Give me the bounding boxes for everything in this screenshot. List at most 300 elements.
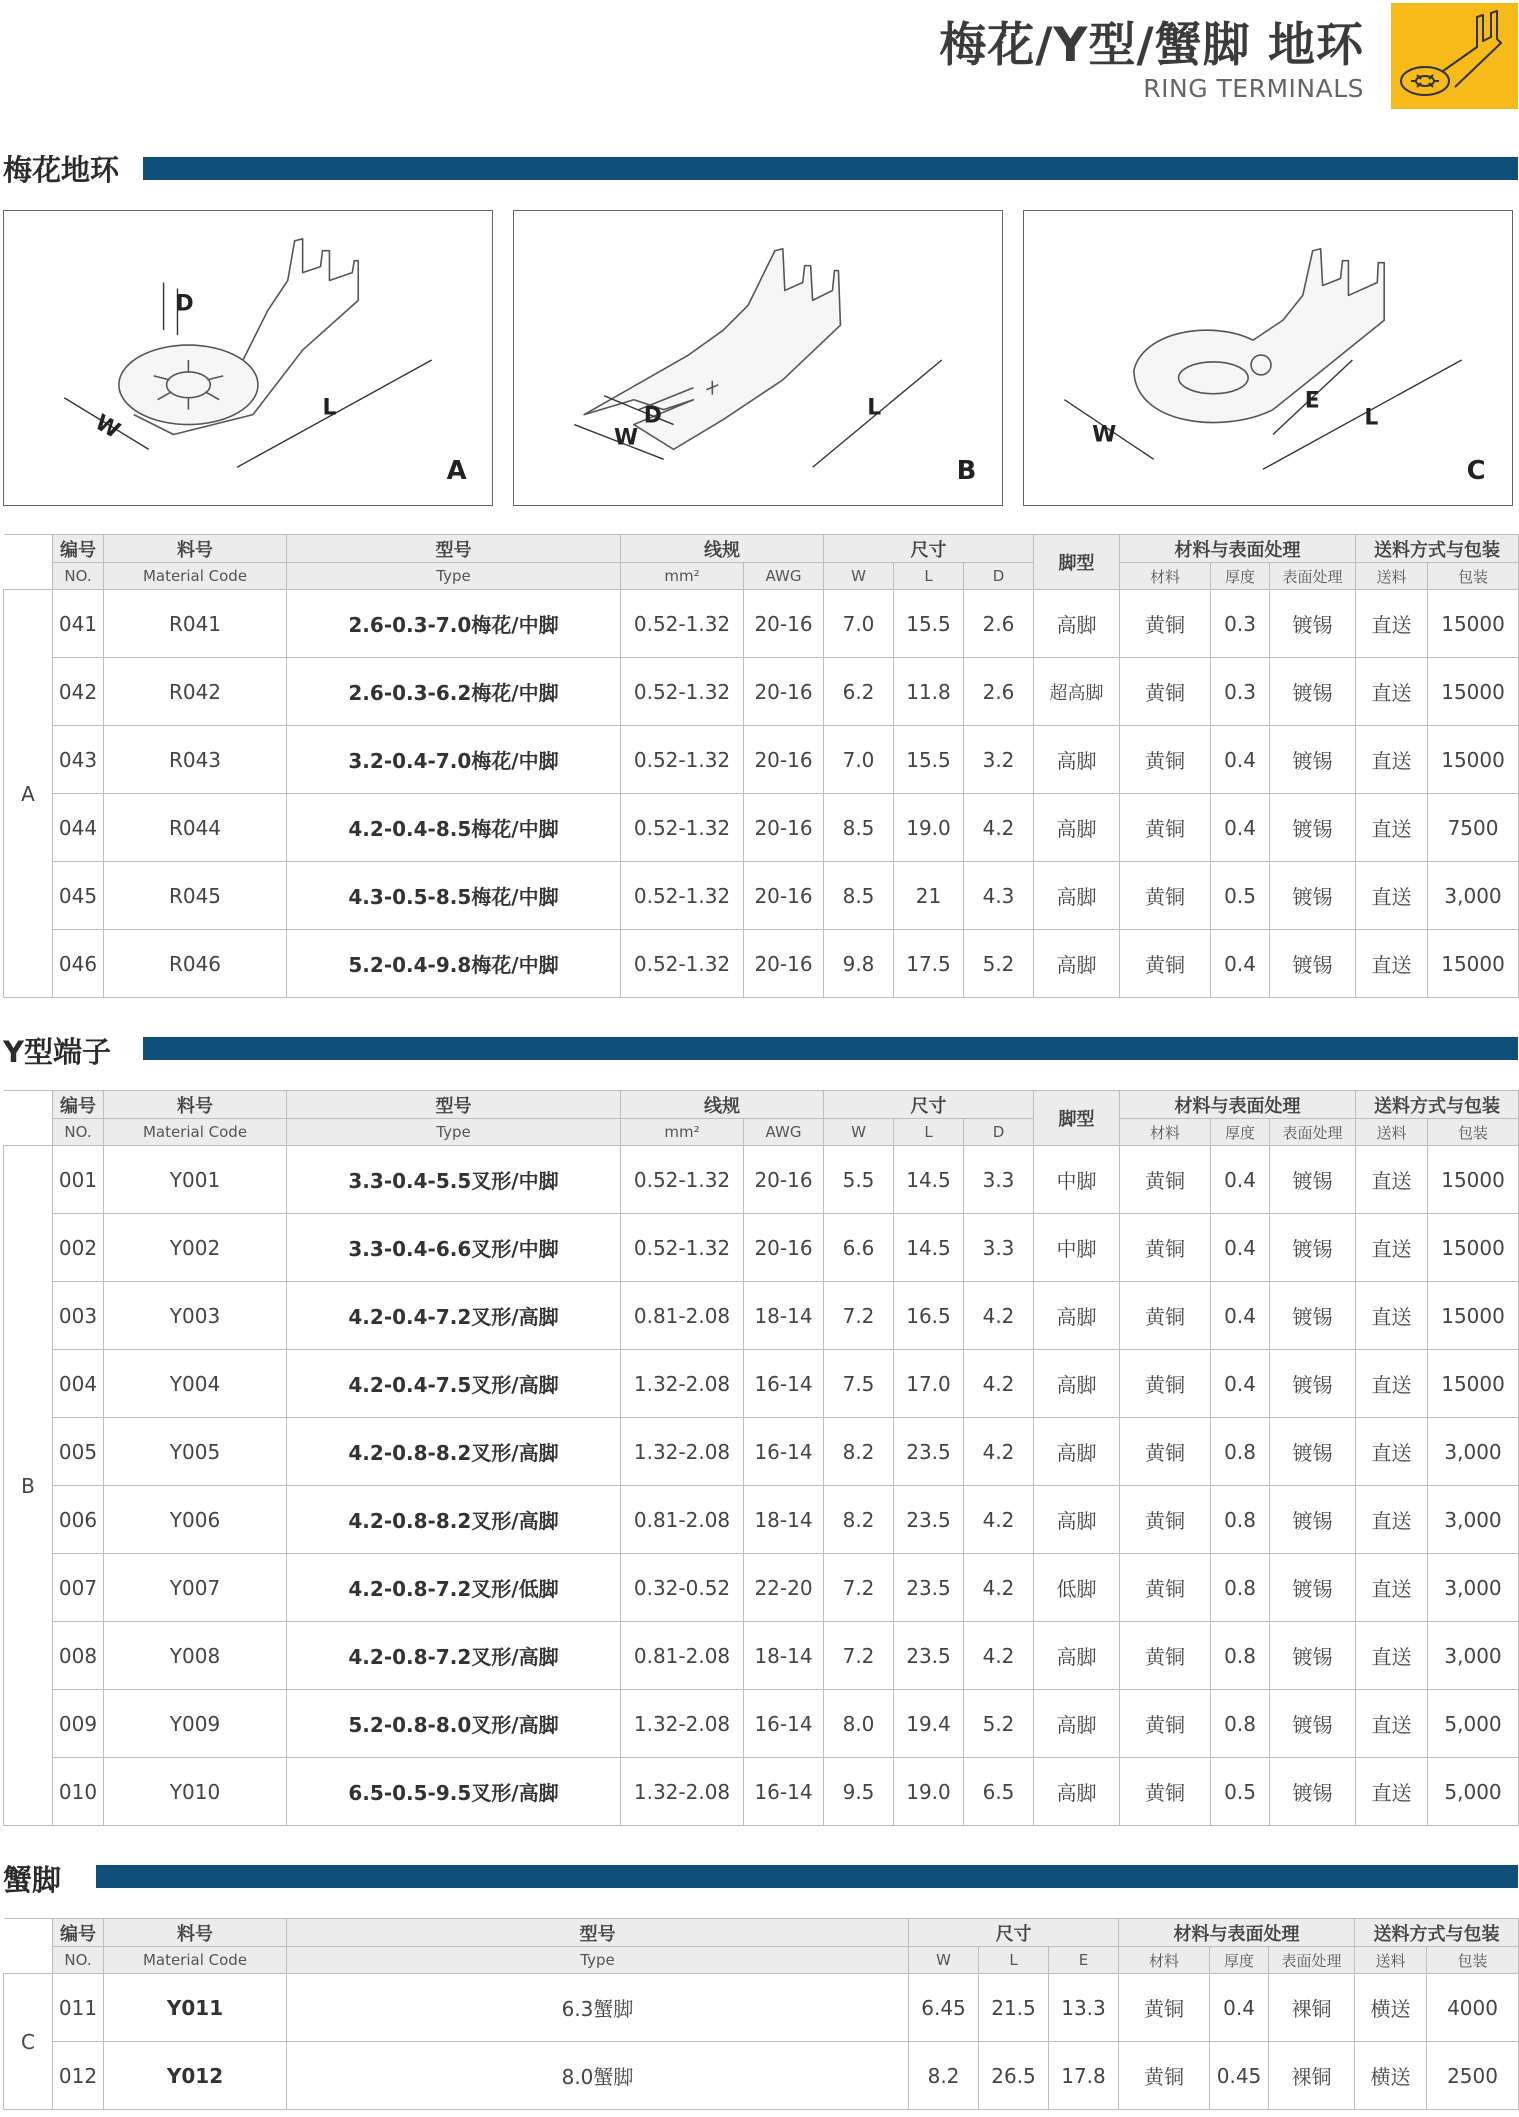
table-cell: 001 bbox=[53, 1146, 104, 1214]
table-cell: 20-16 bbox=[744, 658, 824, 726]
table-cell: 11.8 bbox=[894, 658, 964, 726]
table-cell: 5,000 bbox=[1428, 1758, 1519, 1826]
table-cell: 2.6 bbox=[964, 658, 1034, 726]
col-size: 尺寸 bbox=[824, 1091, 1034, 1119]
table-cell: 4.2 bbox=[964, 1418, 1034, 1486]
col-material: 材料与表面处理 bbox=[1120, 1091, 1356, 1119]
col-material: 材料与表面处理 bbox=[1119, 1919, 1355, 1947]
page-subtitle: RING TERMINALS bbox=[1143, 74, 1364, 103]
table-cell: 044 bbox=[53, 794, 104, 862]
table-cell: 高脚 bbox=[1034, 1690, 1120, 1758]
table-cell: 20-16 bbox=[744, 1146, 824, 1214]
col-code: 料号 bbox=[104, 1919, 287, 1947]
table-cell: 3.3-0.4-5.5叉形/中脚 bbox=[287, 1146, 621, 1214]
table-cell: 3,000 bbox=[1428, 1622, 1519, 1690]
table-cell: 045 bbox=[53, 862, 104, 930]
table-cell: 黄铜 bbox=[1120, 1486, 1211, 1554]
table-cell: 直送 bbox=[1356, 930, 1428, 998]
table-cell: 3,000 bbox=[1428, 1418, 1519, 1486]
table-cell: 直送 bbox=[1356, 1146, 1428, 1214]
table-cell: 0.52-1.32 bbox=[621, 590, 744, 658]
diagram-panel-b bbox=[513, 210, 1003, 506]
table-cell: 直送 bbox=[1356, 1418, 1428, 1486]
col-foot: 脚型 bbox=[1034, 1091, 1120, 1146]
col-wire: 线规 bbox=[621, 1091, 824, 1119]
table-cell: Y011 bbox=[104, 1974, 287, 2042]
table-cell: 16-14 bbox=[744, 1690, 824, 1758]
table-cell: 镀锡 bbox=[1270, 930, 1356, 998]
table-cell: 8.2 bbox=[824, 1486, 894, 1554]
table-cell: 003 bbox=[53, 1282, 104, 1350]
table-cell: 横送 bbox=[1355, 2042, 1427, 2110]
table-cell: 15000 bbox=[1428, 930, 1519, 998]
table-cell: 镀锡 bbox=[1270, 726, 1356, 794]
table-cell: 23.5 bbox=[894, 1622, 964, 1690]
table-cell: 裸铜 bbox=[1269, 2042, 1355, 2110]
table-cell: 黄铜 bbox=[1120, 1758, 1211, 1826]
table-cell: 0.8 bbox=[1211, 1554, 1270, 1622]
table-row bbox=[4, 1350, 1519, 1418]
table-cell: 黄铜 bbox=[1120, 590, 1211, 658]
table-cell: 高脚 bbox=[1034, 1622, 1120, 1690]
table-cell: 直送 bbox=[1356, 658, 1428, 726]
table-cell: 007 bbox=[53, 1554, 104, 1622]
dim-label-w: W bbox=[613, 425, 639, 451]
table-cell: 0.52-1.32 bbox=[621, 794, 744, 862]
table-cell: 镀锡 bbox=[1270, 1758, 1356, 1826]
group-label: A bbox=[4, 590, 53, 998]
diagram-panel-a bbox=[3, 210, 493, 506]
table-cell: 6.3蟹脚 bbox=[287, 1974, 909, 2042]
col-pack: 送料方式与包装 bbox=[1355, 1919, 1519, 1947]
table-cell: 直送 bbox=[1356, 726, 1428, 794]
table-cell: 3,000 bbox=[1428, 1486, 1519, 1554]
table-cell: Y005 bbox=[104, 1418, 287, 1486]
table-cell: 0.8 bbox=[1211, 1418, 1270, 1486]
table-cell: 直送 bbox=[1356, 1282, 1428, 1350]
col-foot: 脚型 bbox=[1034, 535, 1120, 590]
table-cell: Y012 bbox=[104, 2042, 287, 2110]
table-cell: 0.52-1.32 bbox=[621, 658, 744, 726]
table-cell: 黄铜 bbox=[1119, 1974, 1210, 2042]
col-code: 料号 bbox=[104, 535, 287, 563]
table-cell: 直送 bbox=[1356, 1690, 1428, 1758]
table-cell: 0.3 bbox=[1211, 590, 1270, 658]
table-cell: 4.2-0.8-7.2叉形/高脚 bbox=[287, 1622, 621, 1690]
col-material: 材料与表面处理 bbox=[1120, 535, 1356, 563]
table-cell: 镀锡 bbox=[1270, 1282, 1356, 1350]
section-title-ring: 梅花地环 bbox=[3, 153, 120, 187]
table-cell: 002 bbox=[53, 1214, 104, 1282]
table-cell: 0.4 bbox=[1211, 1214, 1270, 1282]
table-cell: 3.3-0.4-6.6叉形/中脚 bbox=[287, 1214, 621, 1282]
col-type: 型号 bbox=[287, 1919, 909, 1947]
table-cell: 镀锡 bbox=[1270, 1214, 1356, 1282]
table-cell: 009 bbox=[53, 1690, 104, 1758]
table-cell: 黄铜 bbox=[1120, 930, 1211, 998]
table-cell: 0.52-1.32 bbox=[621, 862, 744, 930]
dim-label-d: D bbox=[175, 291, 194, 317]
table-cell: 0.52-1.32 bbox=[621, 726, 744, 794]
table-cell: 4.2 bbox=[964, 794, 1034, 862]
table-cell: 6.5-0.5-9.5叉形/高脚 bbox=[287, 1758, 621, 1826]
table-cell: 3,000 bbox=[1428, 862, 1519, 930]
panel-label-c: C bbox=[1466, 456, 1486, 487]
table-cell: 010 bbox=[53, 1758, 104, 1826]
section-title-crab: 蟹脚 bbox=[3, 1863, 62, 1897]
table-cell: Y001 bbox=[104, 1146, 287, 1214]
table-cell: 黄铜 bbox=[1120, 1690, 1211, 1758]
table-cell: 1.32-2.08 bbox=[621, 1758, 744, 1826]
table-cell: 镀锡 bbox=[1270, 1486, 1356, 1554]
table-cell: 0.5 bbox=[1211, 862, 1270, 930]
dim-label-e: E bbox=[1304, 388, 1320, 414]
table-cell: Y007 bbox=[104, 1554, 287, 1622]
table-cell: 黄铜 bbox=[1120, 794, 1211, 862]
table-cell: 黄铜 bbox=[1120, 1622, 1211, 1690]
table-cell: 黄铜 bbox=[1120, 726, 1211, 794]
table-cell: 0.32-0.52 bbox=[621, 1554, 744, 1622]
table-cell: 裸铜 bbox=[1269, 1974, 1355, 2042]
table-cell: 7.0 bbox=[824, 590, 894, 658]
table-cell: 6.5 bbox=[964, 1758, 1034, 1826]
table-cell: 黄铜 bbox=[1120, 1214, 1211, 1282]
table-cell: 0.3 bbox=[1211, 658, 1270, 726]
table-cell: 4.2 bbox=[964, 1622, 1034, 1690]
table-cell: 20-16 bbox=[744, 1214, 824, 1282]
table-cell: Y002 bbox=[104, 1214, 287, 1282]
table-cell: 008 bbox=[53, 1622, 104, 1690]
table-cell: 011 bbox=[53, 1974, 104, 2042]
table-cell: 7.0 bbox=[824, 726, 894, 794]
table-cell: 4.2 bbox=[964, 1554, 1034, 1622]
table-cell: 4.3-0.5-8.5梅花/中脚 bbox=[287, 862, 621, 930]
table-cell: 0.45 bbox=[1210, 2042, 1269, 2110]
table-cell: 042 bbox=[53, 658, 104, 726]
table-row bbox=[4, 658, 1519, 726]
col-pack: 送料方式与包装 bbox=[1356, 535, 1519, 563]
table-cell: 高脚 bbox=[1034, 726, 1120, 794]
table-cell: 黄铜 bbox=[1120, 1146, 1211, 1214]
table-cell: 6.2 bbox=[824, 658, 894, 726]
dim-label-d: D bbox=[643, 403, 662, 429]
table-row bbox=[4, 1554, 1519, 1622]
table-row bbox=[4, 1418, 1519, 1486]
table-cell: 23.5 bbox=[894, 1418, 964, 1486]
table-cell: 26.5 bbox=[979, 2042, 1049, 2110]
table-cell: 8.5 bbox=[824, 862, 894, 930]
table-cell: 5.2-0.4-9.8梅花/中脚 bbox=[287, 930, 621, 998]
table-cell: 17.5 bbox=[894, 930, 964, 998]
table-cell: 8.0蟹脚 bbox=[287, 2042, 909, 2110]
table-cell: 7.2 bbox=[824, 1282, 894, 1350]
table-cell: R041 bbox=[104, 590, 287, 658]
table-cell: 4.3 bbox=[964, 862, 1034, 930]
table-cell: 17.8 bbox=[1049, 2042, 1119, 2110]
table-cell: Y004 bbox=[104, 1350, 287, 1418]
table-cell: R042 bbox=[104, 658, 287, 726]
table-cell: 15000 bbox=[1428, 726, 1519, 794]
table-cell: 0.4 bbox=[1211, 930, 1270, 998]
group-label: C bbox=[4, 1974, 53, 2110]
table-cell: 黄铜 bbox=[1120, 1418, 1211, 1486]
ring-terminal-logo bbox=[1391, 3, 1518, 109]
diagram-panel-c bbox=[1023, 210, 1513, 506]
table-cell: 镀锡 bbox=[1270, 1690, 1356, 1758]
table-cell: 高脚 bbox=[1034, 1418, 1120, 1486]
table-cell: 4.2-0.4-8.5梅花/中脚 bbox=[287, 794, 621, 862]
table-cell: 20-16 bbox=[744, 794, 824, 862]
table-cell: 8.2 bbox=[909, 2042, 979, 2110]
table-cell: 0.4 bbox=[1211, 794, 1270, 862]
col-size: 尺寸 bbox=[824, 535, 1034, 563]
table-cell: 0.52-1.32 bbox=[621, 1146, 744, 1214]
table-cell: 19.4 bbox=[894, 1690, 964, 1758]
table-row bbox=[4, 1690, 1519, 1758]
table-cell: 19.0 bbox=[894, 1758, 964, 1826]
table-row bbox=[4, 1758, 1519, 1826]
table-cell: 4.2 bbox=[964, 1282, 1034, 1350]
dim-label-l: L bbox=[1364, 405, 1379, 431]
table-cell: 15.5 bbox=[894, 726, 964, 794]
table-cell: 0.4 bbox=[1211, 1146, 1270, 1214]
table-cell: 14.5 bbox=[894, 1214, 964, 1282]
table-cell: 直送 bbox=[1356, 1486, 1428, 1554]
col-type: 型号 bbox=[287, 535, 621, 563]
table-cell: 镀锡 bbox=[1270, 794, 1356, 862]
table-cell: 15.5 bbox=[894, 590, 964, 658]
table-cell: 0.5 bbox=[1211, 1758, 1270, 1826]
table-cell: R043 bbox=[104, 726, 287, 794]
table-cell: 16.5 bbox=[894, 1282, 964, 1350]
table-cell: 中脚 bbox=[1034, 1146, 1120, 1214]
table-cell: 18-14 bbox=[744, 1622, 824, 1690]
table-cell: 4.2-0.8-7.2叉形/低脚 bbox=[287, 1554, 621, 1622]
table-cell: 黄铜 bbox=[1120, 1350, 1211, 1418]
table-cell: 23.5 bbox=[894, 1554, 964, 1622]
table-cell: 直送 bbox=[1356, 590, 1428, 658]
table-cell: 16-14 bbox=[744, 1758, 824, 1826]
table-cell: 041 bbox=[53, 590, 104, 658]
table-cell: 5.2-0.8-8.0叉形/高脚 bbox=[287, 1690, 621, 1758]
table-cell: 镀锡 bbox=[1270, 862, 1356, 930]
table-cell: 16-14 bbox=[744, 1418, 824, 1486]
col-pack: 送料方式与包装 bbox=[1356, 1091, 1519, 1119]
dim-label-l: L bbox=[867, 395, 882, 421]
col-type: 型号 bbox=[287, 1091, 621, 1119]
table-cell: 13.3 bbox=[1049, 1974, 1119, 2042]
table-cell: 0.8 bbox=[1211, 1622, 1270, 1690]
table-cell: 8.2 bbox=[824, 1418, 894, 1486]
table-cell: 0.52-1.32 bbox=[621, 1214, 744, 1282]
table-cell: 5,000 bbox=[1428, 1690, 1519, 1758]
table-cell: 2.6 bbox=[964, 590, 1034, 658]
table-cell: 直送 bbox=[1356, 794, 1428, 862]
table-cell: 15000 bbox=[1428, 590, 1519, 658]
table-cell: 1.32-2.08 bbox=[621, 1690, 744, 1758]
table-cell: 046 bbox=[53, 930, 104, 998]
table-cell: 镀锡 bbox=[1270, 1622, 1356, 1690]
table-cell: 4.2 bbox=[964, 1486, 1034, 1554]
table-cell: 5.2 bbox=[964, 930, 1034, 998]
panel-label-b: B bbox=[956, 456, 977, 487]
table-cell: 8.0 bbox=[824, 1690, 894, 1758]
table-cell: 4.2-0.8-8.2叉形/高脚 bbox=[287, 1486, 621, 1554]
table-row bbox=[4, 2042, 1519, 2110]
spec-table-crab: 编号 料号 型号 尺寸 材料与表面处理 送料方式与包装 NO. Material Code Type W L E 材料 厚度 表面处理 送料 包装 C 011 Y011 6.3蟹脚 6.45 21.5 13.3 黄铜 0.4 裸铜 横送 4000 012 Y012 8.0蟹脚 8.2 26.5 17.8 黄铜 0.45 裸铜 横送 2500 bbox=[3, 1918, 1519, 2110]
table-cell: 黄铜 bbox=[1120, 1282, 1211, 1350]
table-cell: 2500 bbox=[1427, 2042, 1519, 2110]
table-cell: 黄铜 bbox=[1120, 1554, 1211, 1622]
table-cell: 1.32-2.08 bbox=[621, 1350, 744, 1418]
table-cell: 中脚 bbox=[1034, 1214, 1120, 1282]
table-cell: 低脚 bbox=[1034, 1554, 1120, 1622]
table-cell: 0.81-2.08 bbox=[621, 1486, 744, 1554]
table-cell: 20-16 bbox=[744, 726, 824, 794]
dim-label-w: W bbox=[90, 410, 125, 444]
table-cell: 005 bbox=[53, 1418, 104, 1486]
table-cell: 4.2-0.4-7.2叉形/高脚 bbox=[287, 1282, 621, 1350]
table-cell: 9.5 bbox=[824, 1758, 894, 1826]
table-cell: 15000 bbox=[1428, 1282, 1519, 1350]
table-row bbox=[4, 1974, 1519, 2042]
table-cell: 0.4 bbox=[1211, 1282, 1270, 1350]
table-cell: 15000 bbox=[1428, 1146, 1519, 1214]
table-cell: 镀锡 bbox=[1270, 1554, 1356, 1622]
spec-table-ring: 编号 料号 型号 线规 尺寸 脚型 材料与表面处理 送料方式与包装 NO. Material Code Type mm² AWG W L D 材料 厚度 表面处理 送料 包装 A 041 R041 2.6-0.3-7.0梅花/中脚 0.52-1.32 20-16 7.0 15.5 2.6 高脚 黄铜 0.3 镀锡 直送 15000 042 R042 2.6-0.3-6.2梅花/中脚 0.52-1.32 20-16 6.2 11.8 2.6 超高脚 黄铜 0.3 镀锡 直送 15000 043 R043 3.2-0.4-7.0梅花/中脚 0.52-1.32 20-16 7.0 15.5 3.2 高脚 黄铜 0.4 镀锡 直送 15000 044 R044 4.2-0.4-8.5梅花/中脚 0.52-1.32 20-16 8.5 19.0 4.2 高脚 黄铜 0.4 镀锡 直送 7500 045 R045 4.3-0.5-8.5梅花/中脚 0.52-1.32 20-16 8.5 21 4.3 高脚 黄铜 0.5 镀锡 直送 3,000 046 R046 5.2-0.4-9.8梅花/中脚 0.52-1.32 20-16 9.8 17.5 5.2 高脚 黄铜 0.4 镀锡 直送 15000 bbox=[3, 534, 1519, 998]
table-cell: 19.0 bbox=[894, 794, 964, 862]
table-cell: 超高脚 bbox=[1034, 658, 1120, 726]
table-cell: 0.4 bbox=[1211, 1350, 1270, 1418]
table-cell: 15000 bbox=[1428, 658, 1519, 726]
table-cell: 012 bbox=[53, 2042, 104, 2110]
table-cell: 高脚 bbox=[1034, 590, 1120, 658]
table-cell: 直送 bbox=[1356, 862, 1428, 930]
section-bar bbox=[143, 1037, 1518, 1060]
section-bar bbox=[96, 1865, 1518, 1888]
table-cell: 0.8 bbox=[1211, 1690, 1270, 1758]
table-cell: 20-16 bbox=[744, 590, 824, 658]
table-cell: 高脚 bbox=[1034, 1282, 1120, 1350]
table-cell: 20-16 bbox=[744, 862, 824, 930]
table-cell: Y008 bbox=[104, 1622, 287, 1690]
table-cell: 21 bbox=[894, 862, 964, 930]
table-cell: 黄铜 bbox=[1120, 658, 1211, 726]
table-cell: 18-14 bbox=[744, 1282, 824, 1350]
table-cell: 8.5 bbox=[824, 794, 894, 862]
table-row bbox=[4, 862, 1519, 930]
table-cell: 高脚 bbox=[1034, 1350, 1120, 1418]
section-title-y: Y型端子 bbox=[3, 1035, 111, 1069]
table-cell: 直送 bbox=[1356, 1214, 1428, 1282]
page-title: 梅花/Y型/蟹脚 地环 bbox=[939, 18, 1364, 73]
section-bar bbox=[143, 157, 1518, 180]
col-no: 编号 bbox=[53, 1919, 104, 1947]
table-cell: 4000 bbox=[1427, 1974, 1519, 2042]
col-wire: 线规 bbox=[621, 535, 824, 563]
table-cell: 高脚 bbox=[1034, 1486, 1120, 1554]
table-cell: 黄铜 bbox=[1119, 2042, 1210, 2110]
table-cell: 3.3 bbox=[964, 1214, 1034, 1282]
table-cell: 黄铜 bbox=[1120, 862, 1211, 930]
table-cell: 3,000 bbox=[1428, 1554, 1519, 1622]
table-cell: Y010 bbox=[104, 1758, 287, 1826]
table-cell: 2.6-0.3-6.2梅花/中脚 bbox=[287, 658, 621, 726]
dim-label-w: W bbox=[1092, 422, 1117, 448]
table-cell: 7.5 bbox=[824, 1350, 894, 1418]
table-cell: Y006 bbox=[104, 1486, 287, 1554]
dim-label-l: L bbox=[322, 395, 337, 421]
table-row bbox=[4, 1282, 1519, 1350]
table-cell: 7500 bbox=[1428, 794, 1519, 862]
table-row bbox=[4, 726, 1519, 794]
panel-label-a: A bbox=[446, 456, 467, 487]
table-cell: 5.2 bbox=[964, 1690, 1034, 1758]
table-cell: 横送 bbox=[1355, 1974, 1427, 2042]
table-cell: 21.5 bbox=[979, 1974, 1049, 2042]
table-cell: 3.2-0.4-7.0梅花/中脚 bbox=[287, 726, 621, 794]
table-row bbox=[4, 1622, 1519, 1690]
table-cell: 直送 bbox=[1356, 1622, 1428, 1690]
table-cell: 直送 bbox=[1356, 1350, 1428, 1418]
table-cell: 6.45 bbox=[909, 1974, 979, 2042]
table-row bbox=[4, 1146, 1519, 1214]
table-cell: 镀锡 bbox=[1270, 658, 1356, 726]
col-no: 编号 bbox=[53, 535, 104, 563]
table-cell: 7.2 bbox=[824, 1622, 894, 1690]
table-cell: 16-14 bbox=[744, 1350, 824, 1418]
table-cell: 17.0 bbox=[894, 1350, 964, 1418]
col-size: 尺寸 bbox=[909, 1919, 1119, 1947]
table-cell: R044 bbox=[104, 794, 287, 862]
table-cell: 镀锡 bbox=[1270, 1418, 1356, 1486]
table-cell: 4.2-0.4-7.5叉形/高脚 bbox=[287, 1350, 621, 1418]
table-cell: R045 bbox=[104, 862, 287, 930]
col-no: 编号 bbox=[53, 1091, 104, 1119]
table-cell: 004 bbox=[53, 1350, 104, 1418]
table-cell: 高脚 bbox=[1034, 862, 1120, 930]
group-label: B bbox=[4, 1146, 53, 1826]
table-cell: 043 bbox=[53, 726, 104, 794]
table-cell: 镀锡 bbox=[1270, 1146, 1356, 1214]
table-row bbox=[4, 1486, 1519, 1554]
table-cell: 7.2 bbox=[824, 1554, 894, 1622]
table-cell: 006 bbox=[53, 1486, 104, 1554]
table-cell: 0.81-2.08 bbox=[621, 1622, 744, 1690]
table-cell: 4.2 bbox=[964, 1350, 1034, 1418]
table-cell: 3.3 bbox=[964, 1146, 1034, 1214]
table-cell: 14.5 bbox=[894, 1146, 964, 1214]
table-cell: 6.6 bbox=[824, 1214, 894, 1282]
table-cell: Y009 bbox=[104, 1690, 287, 1758]
table-cell: 高脚 bbox=[1034, 1758, 1120, 1826]
table-cell: 5.5 bbox=[824, 1146, 894, 1214]
table-cell: 0.4 bbox=[1211, 726, 1270, 794]
table-cell: 23.5 bbox=[894, 1486, 964, 1554]
table-cell: Y003 bbox=[104, 1282, 287, 1350]
table-cell: 高脚 bbox=[1034, 930, 1120, 998]
table-cell: 18-14 bbox=[744, 1486, 824, 1554]
spec-table-y: 编号 料号 型号 线规 尺寸 脚型 材料与表面处理 送料方式与包装 NO. Material Code Type mm² AWG W L D 材料 厚度 表面处理 送料 包装 B 001 Y001 3.3-0.4-5.5叉形/中脚 0.52-1.32 20-16 5.5 14.5 3.3 中脚 黄铜 0.4 镀锡 直送 15000 002 Y002 3.3-0.4-6.6叉形/中脚 0.52-1.32 20-16 6.6 14.5 3.3 中脚 黄铜 0.4 镀锡 直送 15000 003 Y003 4.2-0.4-7.2叉形/高脚 0.81-2.08 18-14 7.2 16.5 4.2 高脚 黄铜 0.4 镀锡 直送 15000 004 Y004 4.2-0.4-7.5叉形/高脚 1.32-2.08 16-14 7.5 17.0 4.2 高脚 黄铜 0.4 镀锡 直送 15000 005 Y005 4.2-0.8-8.2叉形/高脚 1.32-2.08 16-14 8.2 23.5 4.2 高脚 黄铜 0.8 镀锡 直送 3,000 006 Y006 4.2-0.8-8.2叉形/高脚 0.81-2.08 18-14 8.2 23.5 4.2 高脚 黄铜 0.8 镀锡 直送 3,000 007 Y007 4.2-0.8-7.2叉形/低脚 0.32-0.52 22-20 7.2 23.5 4.2 低脚 黄铜 0.8 镀锡 直送 3,000 008 Y008 4.2-0.8-7.2叉形/高脚 0.81-2.08 18-14 7.2 23.5 4.2 高脚 黄铜 0.8 镀锡 直送 3,000 009 Y009 5.2-0.8-8.0叉形/高脚 1.32-2.08 16-14 8.0 19.4 5.2 高脚 黄铜 0.8 镀锡 直送 5,000 010 Y010 6.5-0.5-9.5叉形/高脚 1.32-2.08 16-14 9.5 19.0 6.5 高脚 黄铜 0.5 镀锡 直送 5,000 bbox=[3, 1090, 1519, 1826]
table-cell: 0.8 bbox=[1211, 1486, 1270, 1554]
table-cell: 直送 bbox=[1356, 1758, 1428, 1826]
table-row bbox=[4, 590, 1519, 658]
table-cell: 高脚 bbox=[1034, 794, 1120, 862]
table-cell: 1.32-2.08 bbox=[621, 1418, 744, 1486]
table-cell: 0.52-1.32 bbox=[621, 930, 744, 998]
table-cell: 9.8 bbox=[824, 930, 894, 998]
table-cell: 20-16 bbox=[744, 930, 824, 998]
